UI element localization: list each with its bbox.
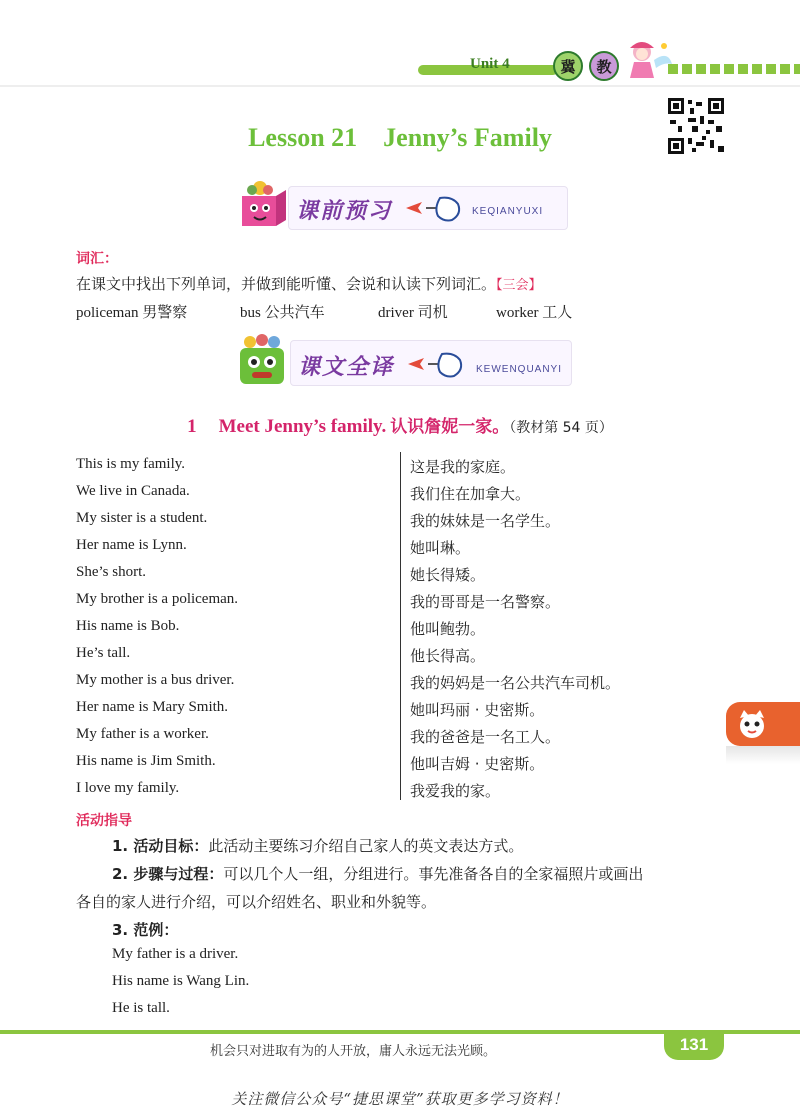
vocab-item xyxy=(240,301,325,322)
vocab-heading: 词汇： xyxy=(76,251,118,267)
fairy-mascot-icon xyxy=(620,38,674,82)
sentence-en: My sister is a student. xyxy=(76,510,208,526)
edition-badge-right: 教 xyxy=(589,51,619,81)
activity-steps-text-1: 可以几个人一组，分组进行。事先准备各自的全家福照片或画出 xyxy=(223,865,644,883)
activity-steps-line1 xyxy=(112,860,643,888)
pointing-hand-icon xyxy=(404,194,464,224)
header-divider xyxy=(0,85,800,87)
page-number: 131 xyxy=(679,1035,709,1054)
header-stripe-right xyxy=(668,64,800,74)
sentence-cn: 我的哥哥是一名警察。 xyxy=(410,593,561,611)
lesson-title: Lesson 21 Jenny’s Family xyxy=(248,123,552,152)
sentence-en: My mother is a bus driver. xyxy=(76,672,235,688)
section-title-en: Meet Jenny’s family. xyxy=(218,416,387,437)
activity-heading: 活动指导 xyxy=(76,813,132,829)
section-title-cn: 认识詹妮一家。 xyxy=(390,417,510,437)
activity-goal-text: 此活动主要练习介绍自己家人的英文表达方式。 xyxy=(208,837,524,855)
vocab-instruction: 在课文中找出下列单词，并做到能听懂、会说和认读下列词汇。 xyxy=(76,275,497,293)
vocab-word-cn: 男警察 xyxy=(142,303,188,321)
sentence-en: My brother is a policeman. xyxy=(76,591,239,607)
sentence-cn: 她长得矮。 xyxy=(410,566,486,584)
sentence-cn: 他叫鲍勃。 xyxy=(410,620,486,638)
preview-banner-title: 课前预习 xyxy=(296,199,393,224)
activity-goal xyxy=(112,832,523,860)
sentence-cn: 我的妹妹是一名学生。 xyxy=(410,512,561,530)
sentence-cn: 他叫吉姆 · 史密斯。 xyxy=(410,755,545,773)
vocab-word-en: driver xyxy=(378,305,414,321)
green-monster-icon xyxy=(232,334,292,388)
cat-face-icon xyxy=(736,708,768,740)
unit-label: Unit 4 xyxy=(470,56,510,72)
translation-banner-title: 课文全译 xyxy=(298,355,395,380)
sentence-en: I love my family. xyxy=(76,780,180,796)
example-sentence: My father is a driver. xyxy=(112,946,239,962)
sentence-en: My father is a worker. xyxy=(76,726,209,742)
pointing-hand-icon xyxy=(406,350,466,380)
vocab-item xyxy=(496,301,572,322)
translation-banner-subtitle: KEWENQUANYI xyxy=(476,364,563,375)
sentence-en: His name is Bob. xyxy=(76,618,180,634)
sentence-cn: 她叫琳。 xyxy=(410,539,471,557)
sentence-en: Her name is Lynn. xyxy=(76,537,187,553)
column-divider xyxy=(400,452,401,800)
footer-quote: 机会只对进取有为的人开放，庸人永远无法光顾。 xyxy=(210,1044,497,1059)
preview-banner-subtitle: KEQIANYUXI xyxy=(472,206,544,217)
vocab-word-cn: 司机 xyxy=(417,303,448,321)
section-number: 1 xyxy=(187,416,197,437)
sentence-en: His name is Jim Smith. xyxy=(76,753,216,769)
sentence-cn: 这是我的家庭。 xyxy=(410,458,516,476)
sentence-cn: 我的妈妈是一名公共汽车司机。 xyxy=(410,674,621,692)
example-sentence: He is tall. xyxy=(112,1000,170,1016)
vocab-word-en: policeman xyxy=(76,305,139,321)
sentence-en: Her name is Mary Smith. xyxy=(76,699,229,715)
side-tab-shadow xyxy=(726,746,800,764)
vocab-word-en: worker xyxy=(496,305,539,321)
example-sentence: His name is Wang Lin. xyxy=(112,973,250,989)
sentence-cn: 我们住在加拿大。 xyxy=(410,485,531,503)
section-title xyxy=(0,412,800,438)
vocab-instruction-line xyxy=(76,273,542,294)
vocab-tag: 【三会】 xyxy=(496,278,542,293)
sentence-en: He’s tall. xyxy=(76,645,131,661)
translation-banner xyxy=(232,334,572,384)
activity-example-label: 3. 范例： xyxy=(112,921,179,939)
vocab-word-cn: 公共汽车 xyxy=(264,303,325,321)
sentence-en: We live in Canada. xyxy=(76,483,190,499)
activity-goal-label: 1. 活动目标： xyxy=(112,837,209,855)
sentence-en: This is my family. xyxy=(76,456,186,472)
sentence-cn: 我的爸爸是一名工人。 xyxy=(410,728,561,746)
vocab-item xyxy=(378,301,448,322)
edition-badge-left: 冀 xyxy=(553,51,583,81)
watermark-text: 关注微信公众号“捷思课堂”获取更多学习资料！ xyxy=(231,1090,569,1108)
sentence-en: She’s short. xyxy=(76,564,147,580)
activity-steps-label: 2. 步骤与过程： xyxy=(112,865,224,883)
sentence-cn: 她叫玛丽 · 史密斯。 xyxy=(410,701,545,719)
cube-mascot-icon xyxy=(232,180,290,230)
sentence-cn: 我爱我的家。 xyxy=(410,782,501,800)
preview-banner xyxy=(232,180,568,230)
activity-steps-text-2: 各自的家人进行介绍，可以介绍姓名、职业和外貌等。 xyxy=(76,893,437,911)
vocab-word-en: bus xyxy=(240,305,261,321)
sentence-cn: 他长得高。 xyxy=(410,647,486,665)
section-textbook-ref: （教材第 54 页） xyxy=(509,420,613,436)
vocab-word-cn: 工人 xyxy=(542,303,573,321)
vocab-item xyxy=(76,301,187,322)
